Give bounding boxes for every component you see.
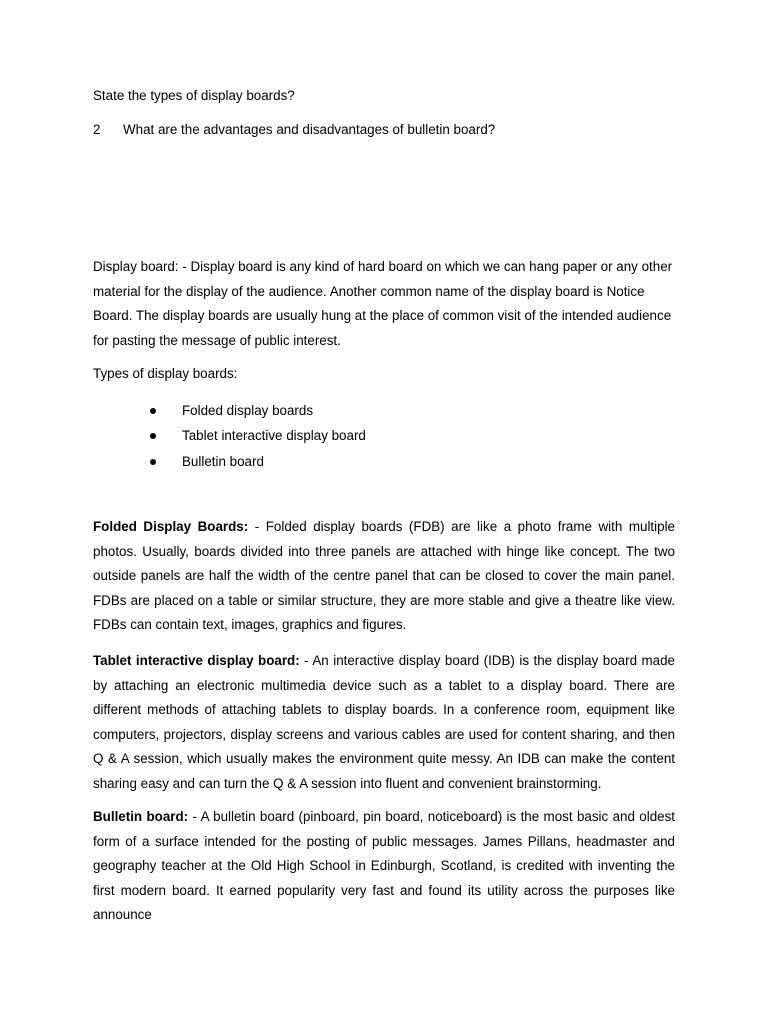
list-item-label: Folded display boards	[182, 402, 314, 418]
question-2-number: 2	[93, 122, 101, 137]
question-2-text: What are the advantages and disadvantages of bulletin board?	[123, 122, 496, 137]
list-item	[148, 424, 366, 450]
bulletin-lead: Bulletin board:	[93, 809, 189, 824]
list-item	[148, 449, 366, 475]
display-board-lead: Display board:	[93, 259, 179, 274]
bulletin-text: - A bulletin board (pinboard, pin board, noticeboard) is the most basic and oldest form of a surface intended for the posting of public messages. James Pillans, headmaster and geography teacher at the Old High School in Edinburgh, Scotland, is credited with inventing the first modern board. It earned popularity very fast and found its utility across the purposes like announce	[93, 809, 675, 923]
bulletin-paragraph	[93, 805, 675, 928]
list-item-label: Bulletin board	[182, 453, 264, 469]
bullet-icon	[150, 408, 156, 414]
bullet-icon	[150, 459, 156, 465]
tablet-lead: Tablet interactive display board:	[93, 653, 300, 668]
display-board-paragraph	[93, 255, 675, 353]
question-1: State the types of display boards?	[93, 88, 295, 103]
tablet-text: - An interactive display board (IDB) is the display board made by attaching an electronic multimedia device such as a tablet to a display board. There are different methods of attaching tablets to display boards. In a conference room, equipment like computers, projectors, display screens and various cables are used for content sharing, and then Q & A session, which usually makes the environment quite messy. An IDB can make the content sharing easy and can turn the Q & A session into fluent and convenient brainstorming.	[93, 653, 675, 791]
bullet-icon	[150, 433, 156, 439]
folded-lead: Folded Display Boards:	[93, 519, 249, 534]
display-board-text: - Display board is any kind of hard board on which we can hang paper or any other material for the display of the audience. Another common name of the display board is Notice Board. The display boards are usually hung at the place of common visit of the intended audience for pasting the message of public interest.	[93, 259, 673, 348]
question-2	[93, 121, 495, 139]
types-list	[148, 398, 366, 475]
folded-text: - Folded display boards (FDB) are like a photo frame with multiple photos. Usually, boards divided into three panels are attached with hinge like concept. The two outside panels are half the width of the centre panel that can be closed to cover the main panel. FDBs are placed on a table or similar structure, they are more stable and give a theatre like view. FDBs can contain text, images, graphics and figures.	[93, 519, 675, 633]
list-item-label: Tablet interactive display board	[182, 428, 366, 444]
types-heading: Types of display boards:	[93, 366, 238, 381]
folded-paragraph	[93, 515, 675, 638]
list-item	[148, 398, 366, 424]
tablet-paragraph	[93, 649, 675, 797]
